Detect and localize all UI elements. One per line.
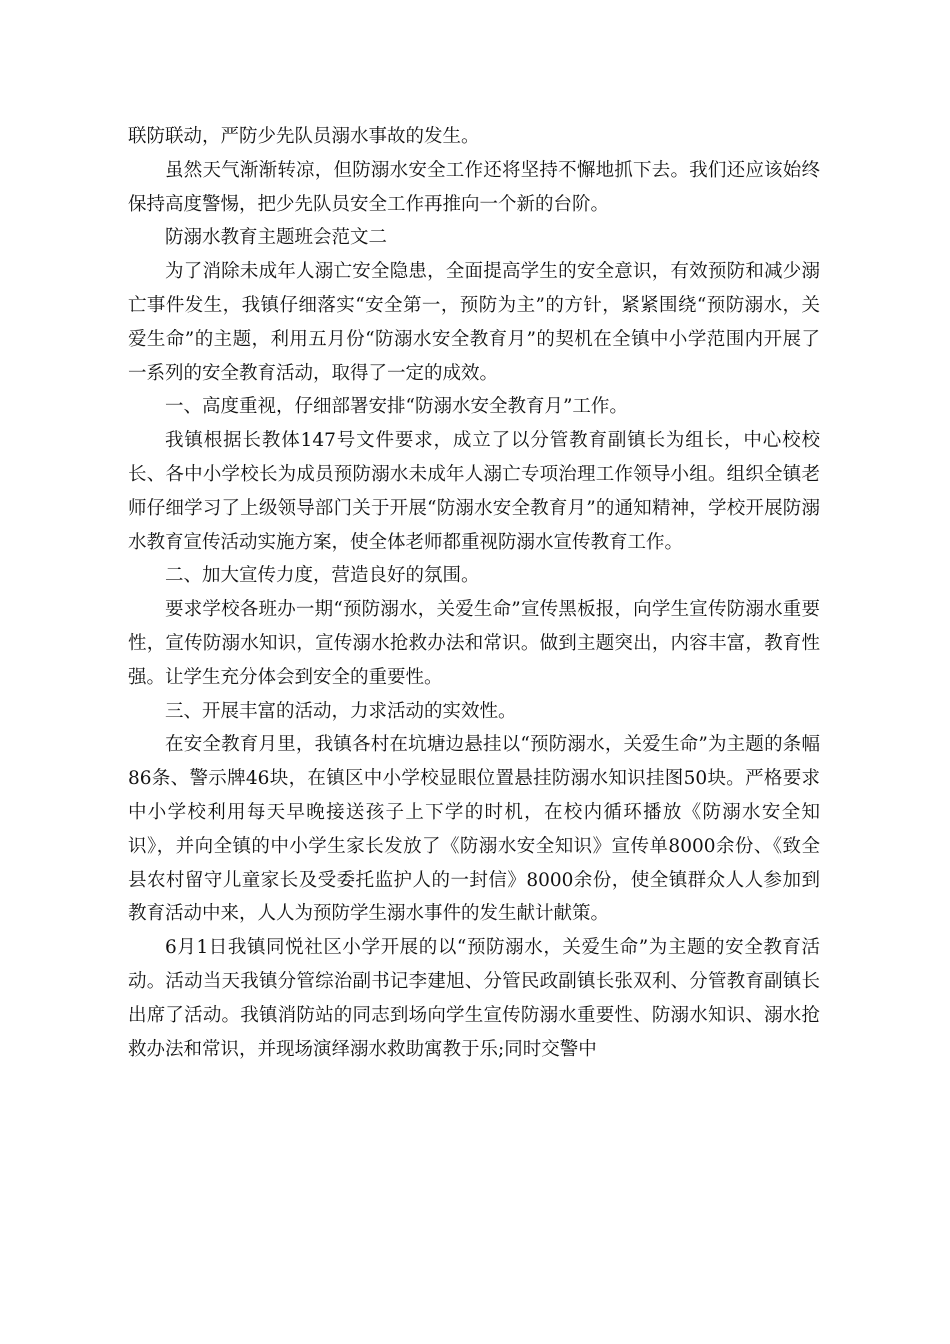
paragraph: 虽然天气渐渐转凉，但防溺水安全工作还将坚持不懈地抓下去。我们还应该始终保持高度警惕，把少先队员安全工作再推向一个新的台阶。 — [128, 159, 820, 215]
paragraph: 6月1日我镇同悦社区小学开展的以“预防溺水，关爱生命”为主题的安全教育活动。活动当天我镇分管综治副书记李建旭、分管民政副镇长张双利、分管教育副镇长出席了活动。我镇消防站的同志到场向学生宣传防溺水重要性、防溺水知识、溺水抢救办法和常识，并现场演绎溺水救助寓教于乐;同时交警中 — [128, 937, 820, 1060]
document-body — [128, 120, 820, 1066]
paragraph: 联防联动，严防少先队员溺水事故的发生。 — [128, 126, 480, 147]
paragraph: 在安全教育月里，我镇各村在坑塘边悬挂以“预防溺水，关爱生命”为主题的条幅86条、警示牌46块，在镇区中小学校显眼位置悬挂防溺水知识挂图50块。严格要求中小学校利用每天早晚接送孩子上下学的时机，在校内循环播放《防溺水安全知识》，并向全镇的中小学生家长发放了《防溺水安全知识》宣传单8000余份、《致全县农村留守儿童家长及受委托监护人的一封信》8000余份，使全镇群众人人参加到教育活动中来，人人为预防学生溺水事件的发生献计献策。 — [128, 734, 820, 925]
section-heading: 三、开展丰富的活动，力求活动的实效性。 — [165, 700, 517, 722]
section-title: 防溺水教育主题班会范文二 — [165, 227, 388, 249]
paragraph: 为了消除未成年人溺亡安全隐患，全面提高学生的安全意识，有效预防和减少溺亡事件发生，我镇仔细落实“安全第一，预防为主”的方针，紧紧围绕“预防溺水，关爱生命”的主题，利用五月份“防溺水安全教育月”的契机在全镇中小学范围内开展了一系列的安全教育活动，取得了一定的成效。 — [128, 261, 820, 384]
section-heading: 二、加大宣传力度，营造良好的氛围。 — [165, 565, 480, 587]
paragraph: 要求学校各班办一期“预防溺水，关爱生命”宣传黑板报，向学生宣传防溺水重要性，宣传防溺水知识，宣传溺水抢救办法和常识。做到主题突出，内容丰富，教育性强。让学生充分体会到安全的重要性。 — [128, 599, 820, 688]
section-heading: 一、高度重视，仔细部署安排“防溺水安全教育月”工作。 — [165, 396, 628, 418]
paragraph: 我镇根据长教体147号文件要求，成立了以分管教育副镇长为组长，中心校校长、各中小学校长为成员预防溺水未成年人溺亡专项治理工作领导小组。组织全镇老师仔细学习了上级领导部门关于开展“防溺水安全教育月”的通知精神，学校开展防溺水教育宣传活动实施方案，使全体老师都重视防溺水宣传教育工作。 — [128, 430, 820, 553]
